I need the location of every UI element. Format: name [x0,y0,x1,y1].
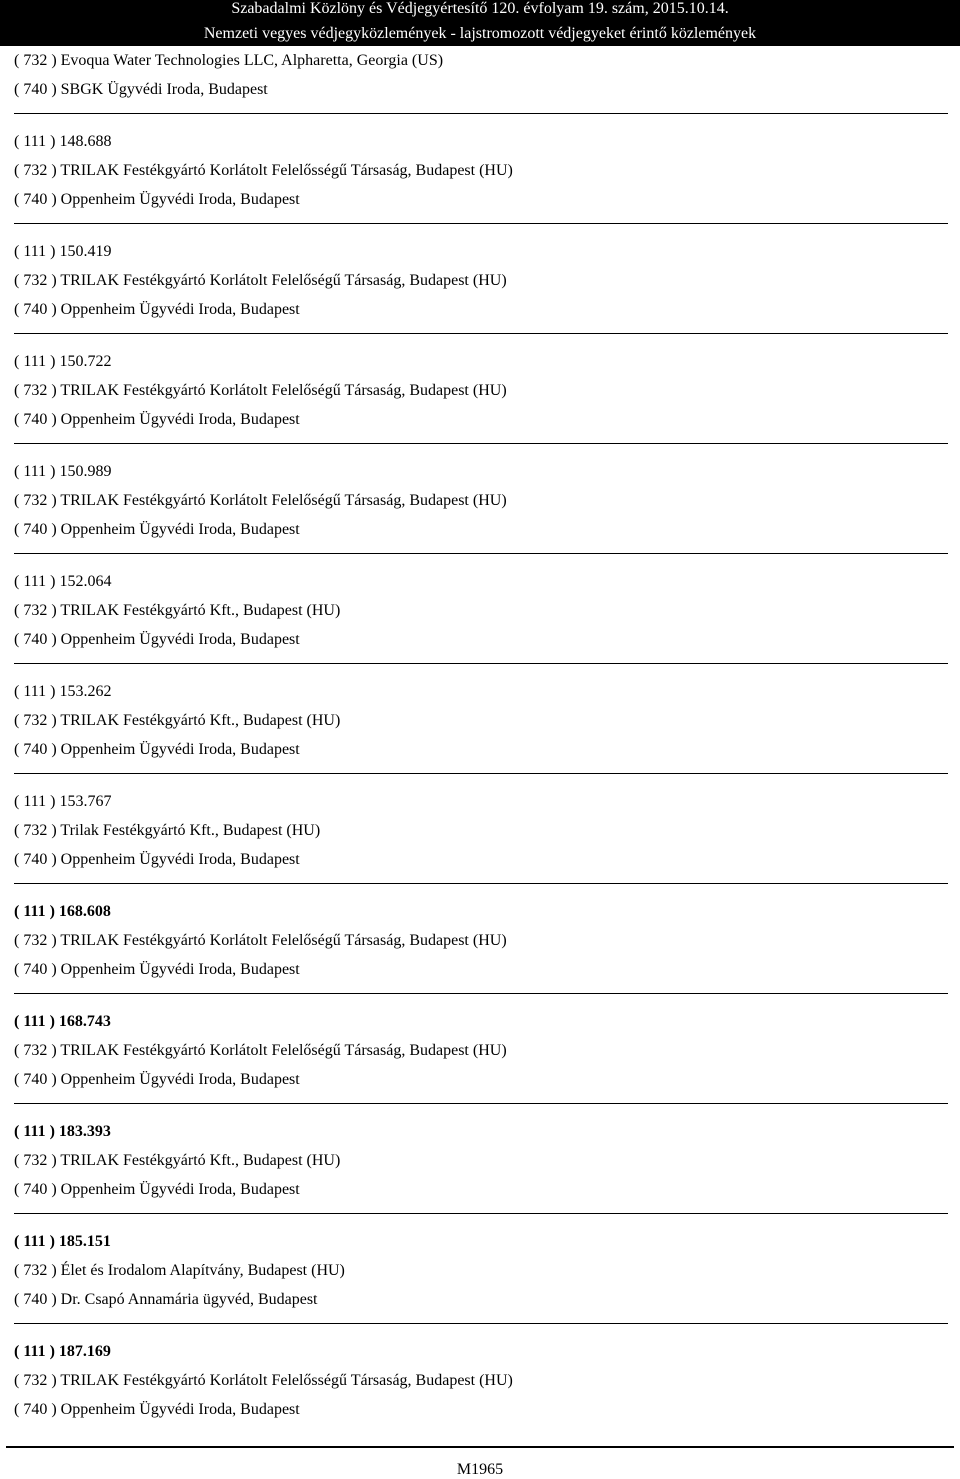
gazette-title: Szabadalmi Közlöny és Védjegyértesítő 120. évfolyam 19. szám, 2015.10.14. [231,0,729,17]
registration-number: ( 111 ) 187.169 [14,1343,111,1360]
entry-divider [14,333,948,334]
representative-line: ( 740 ) Oppenheim Ügyvédi Iroda, Budapest [14,1181,300,1198]
representative-line: ( 740 ) Oppenheim Ügyvédi Iroda, Budapest [14,1071,300,1088]
entry-divider [14,1103,948,1104]
representative-line: ( 740 ) Oppenheim Ügyvédi Iroda, Budapest [14,741,300,758]
entry-divider [14,663,948,664]
registration-number: ( 111 ) 148.688 [14,133,112,150]
representative-line: ( 740 ) Oppenheim Ügyvédi Iroda, Budapest [14,851,300,868]
representative-line: ( 740 ) Oppenheim Ügyvédi Iroda, Budapest [14,411,300,428]
entry-record [14,457,948,544]
holder-line: ( 732 ) Élet és Irodalom Alapítvány, Budapest (HU) [14,1262,345,1279]
representative-line: ( 740 ) Oppenheim Ügyvédi Iroda, Budapest [14,1401,300,1418]
section-title: Nemzeti vegyes védjegyközlemények - lajstromozott védjegyeket érintő közlemények [203,25,757,42]
holder-line: ( 732 ) TRILAK Festékgyártó Korlátolt Felelősségű Társaság, Budapest (HU) [14,162,513,179]
representative-line: ( 740 ) Oppenheim Ügyvédi Iroda, Budapest [14,301,300,318]
entry-record [14,1337,948,1424]
entry-divider [14,1323,948,1324]
registration-number: ( 111 ) 183.393 [14,1123,111,1140]
entry-divider [14,773,948,774]
entry-record [14,897,948,984]
entry-record [14,127,948,214]
holder-line: ( 732 ) TRILAK Festékgyártó Korlátolt Felelőségű Társaság, Budapest (HU) [14,932,507,949]
representative-line: ( 740 ) Oppenheim Ügyvédi Iroda, Budapest [14,631,300,648]
holder-line: ( 732 ) TRILAK Festékgyártó Korlátolt Felelőségű Társaság, Budapest (HU) [14,492,507,509]
holder-line: ( 732 ) TRILAK Festékgyártó Kft., Budapest (HU) [14,712,341,729]
entry-record [14,677,948,764]
registration-number: ( 111 ) 153.767 [14,793,112,810]
entry-record [14,1117,948,1204]
registration-number: ( 111 ) 153.262 [14,683,112,700]
registration-number: ( 111 ) 152.064 [14,573,112,590]
entry-divider [14,113,948,114]
footer-divider [6,1446,954,1448]
registration-number: ( 111 ) 168.743 [14,1013,111,1030]
representative-line: ( 740 ) Oppenheim Ügyvédi Iroda, Budapest [14,961,300,978]
entry-record [14,46,948,104]
entries-list [14,46,948,1424]
entry-divider [14,993,948,994]
entry-record [14,237,948,324]
entry-record [14,347,948,434]
registration-number: ( 111 ) 150.419 [14,243,112,260]
entry-divider [14,223,948,224]
representative-line: ( 740 ) Oppenheim Ügyvédi Iroda, Budapest [14,191,300,208]
registration-number: ( 111 ) 168.608 [14,903,111,920]
holder-line: ( 732 ) TRILAK Festékgyártó Kft., Budapest (HU) [14,602,341,619]
registration-number: ( 111 ) 150.722 [14,353,112,370]
holder-line: ( 732 ) Evoqua Water Technologies LLC, Alpharetta, Georgia (US) [14,52,444,69]
entry-divider [14,443,948,444]
representative-line: ( 740 ) SBGK Ügyvédi Iroda, Budapest [14,81,268,98]
holder-line: ( 732 ) Trilak Festékgyártó Kft., Budapest (HU) [14,822,321,839]
entry-record [14,787,948,874]
holder-line: ( 732 ) TRILAK Festékgyártó Kft., Budapest (HU) [14,1152,341,1169]
holder-line: ( 732 ) TRILAK Festékgyártó Korlátolt Felelőségű Társaság, Budapest (HU) [14,272,507,289]
entry-record [14,1007,948,1094]
entry-divider [14,883,948,884]
holder-line: ( 732 ) TRILAK Festékgyártó Korlátolt Felelősségű Társaság, Budapest (HU) [14,1372,513,1389]
representative-line: ( 740 ) Dr. Csapó Annamária ügyvéd, Budapest [14,1291,318,1308]
page-header [0,0,960,46]
entry-record [14,1227,948,1314]
holder-line: ( 732 ) TRILAK Festékgyártó Korlátolt Felelőségű Társaság, Budapest (HU) [14,1042,507,1059]
entry-divider [14,553,948,554]
page-number: M1965 [456,1461,504,1478]
entry-divider [14,1213,948,1214]
registration-number: ( 111 ) 185.151 [14,1233,111,1250]
registration-number: ( 111 ) 150.989 [14,463,112,480]
entry-record [14,567,948,654]
holder-line: ( 732 ) TRILAK Festékgyártó Korlátolt Felelőségű Társaság, Budapest (HU) [14,382,507,399]
representative-line: ( 740 ) Oppenheim Ügyvédi Iroda, Budapest [14,521,300,538]
